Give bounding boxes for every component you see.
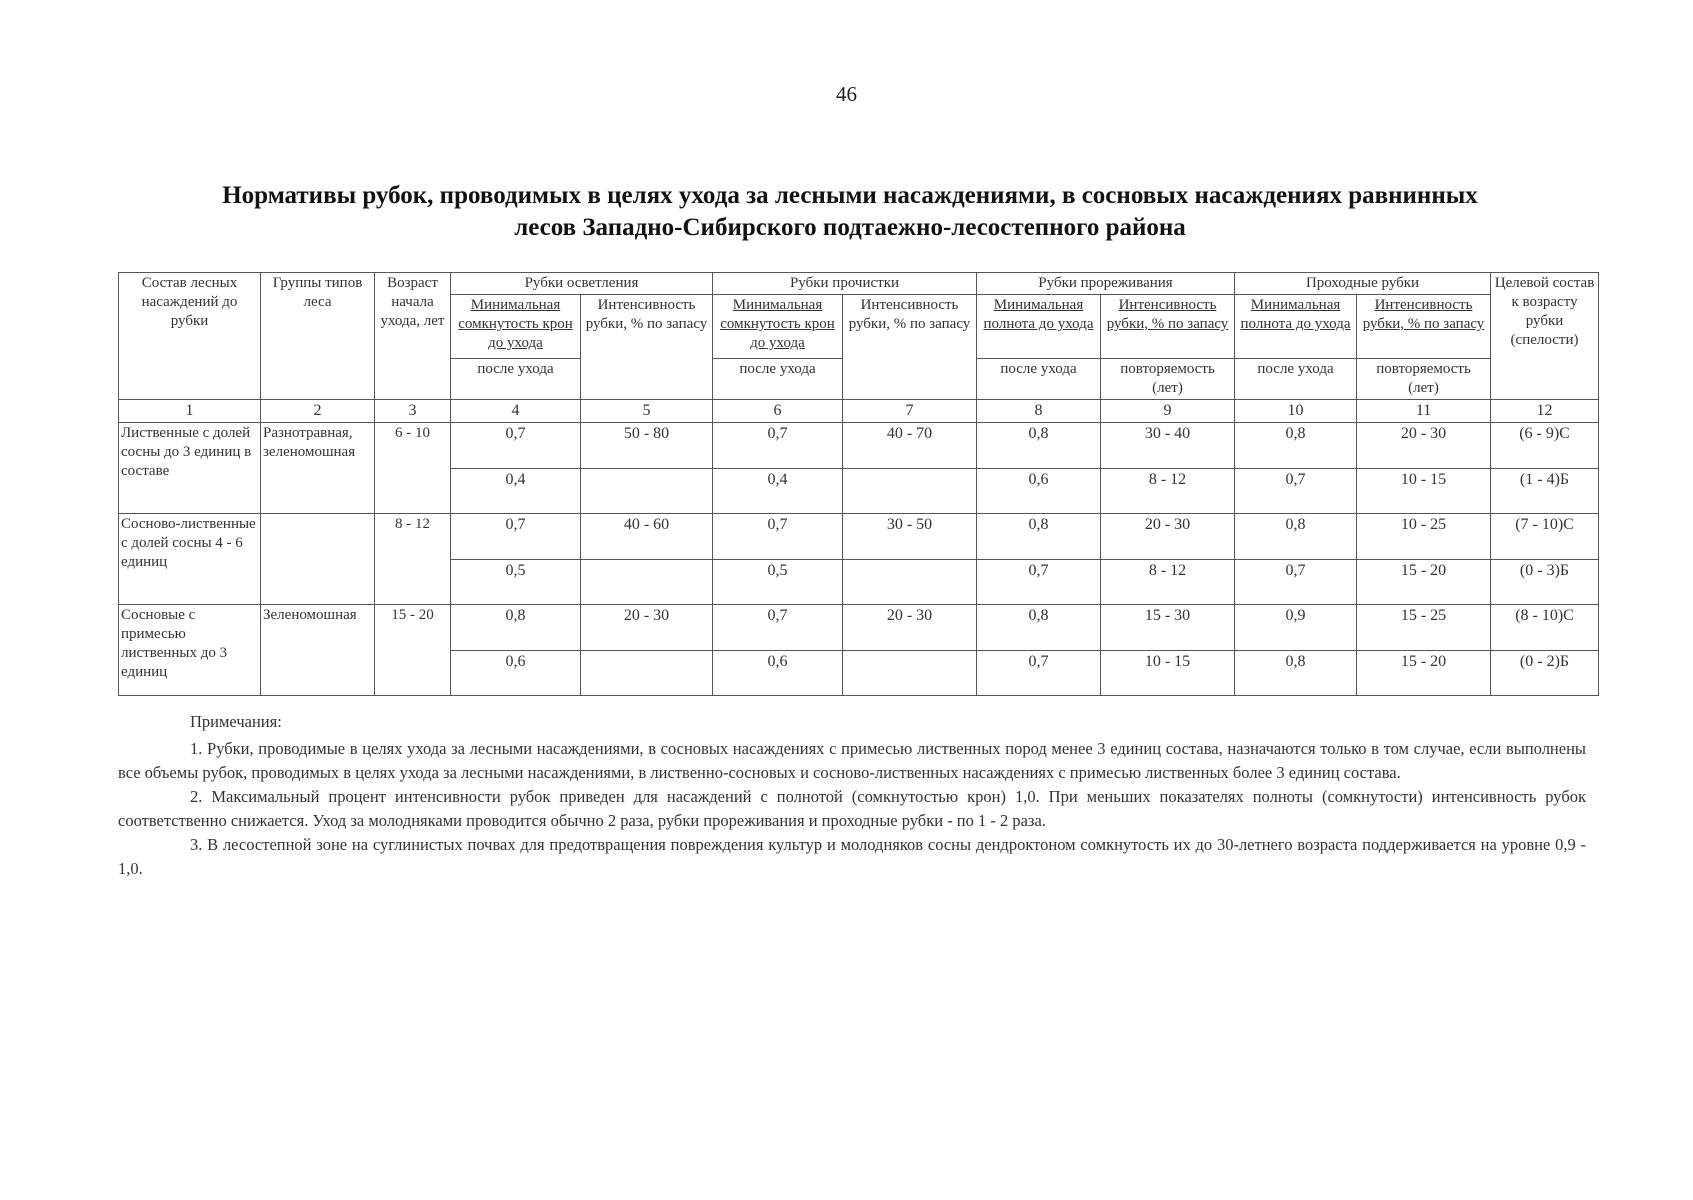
note-item: 1. Рубки, проводимые в целях ухода за лесными насаждениями, в сосновых насаждениях с примесью лиственных пород менее 3 единиц состава, назначаются только в том случае, если выполнены все объемы рубок, проводимых в целях ухода за лесными насаждениями, в лиственно-сосновых и сосново-лиственных насаждениях с примесью лиственных более 3 единиц состава. — [118, 739, 1586, 782]
table-row — [119, 423, 1599, 469]
header-row-1 — [119, 273, 1599, 295]
title-line-2: лесов Западно-Сибирского подтаежно-лесостепного района — [514, 214, 1186, 241]
composition-cell: Сосново-лиственные с долей сосны 4 - 6 единиц — [119, 514, 261, 605]
column-number: 5 — [581, 400, 713, 423]
value-cell: 0,8 — [1235, 514, 1357, 560]
composition-cell: Лиственные с долей сосны до 3 единиц в составе — [119, 423, 261, 514]
value-cell: 0,6 — [977, 468, 1101, 514]
value-cell — [843, 650, 977, 696]
value-cell: 50 - 80 — [581, 423, 713, 469]
header-intensity-thinning: Интенсивность рубки, % по запасу — [1101, 295, 1235, 359]
value-cell: 0,7 — [713, 514, 843, 560]
column-number: 10 — [1235, 400, 1357, 423]
value-cell: 10 - 15 — [1101, 650, 1235, 696]
note-item: 3. В лесостепной зоне на суглинистых почвах для предотвращения повреждения культур и молодняков сосны дендроктоном сомкнутость их до 30-летнего возраста поддерживается на уровне 0,9 - 1,0. — [118, 835, 1586, 878]
header-min-density-passing: Минимальная полнота до ухода — [1235, 295, 1357, 359]
notes-section — [118, 710, 1586, 881]
target-composition-cell: (0 - 2)Б — [1491, 650, 1599, 696]
column-numbers-row — [119, 400, 1599, 423]
value-cell — [581, 559, 713, 605]
value-cell: 0,7 — [713, 423, 843, 469]
value-cell: 0,8 — [977, 423, 1101, 469]
header-after-care-clearing: после ухода — [451, 359, 581, 400]
value-cell: 0,7 — [451, 423, 581, 469]
page-number: 46 — [836, 82, 857, 106]
value-cell: 0,7 — [1235, 559, 1357, 605]
value-cell: 0,4 — [451, 468, 581, 514]
header-group-passing: Проходные рубки — [1235, 273, 1491, 295]
target-composition-cell: (6 - 9)С — [1491, 423, 1599, 469]
table-row — [119, 605, 1599, 651]
value-cell: 0,8 — [977, 605, 1101, 651]
start-age-cell: 8 - 12 — [375, 514, 451, 605]
value-cell: 0,8 — [1235, 650, 1357, 696]
value-cell: 20 - 30 — [1101, 514, 1235, 560]
forest-type-cell: Зеленомошная — [261, 605, 375, 696]
value-cell: 0,7 — [451, 514, 581, 560]
value-cell: 0,7 — [977, 650, 1101, 696]
value-cell: 0,7 — [1235, 468, 1357, 514]
header-group-cleaning: Рубки прочистки — [713, 273, 977, 295]
value-cell: 40 - 70 — [843, 423, 977, 469]
value-cell — [581, 468, 713, 514]
composition-cell: Сосновые с примесью лиственных до 3 единиц — [119, 605, 261, 696]
value-cell: 20 - 30 — [1357, 423, 1491, 469]
value-cell: 0,5 — [451, 559, 581, 605]
header-after-care-thinning: после ухода — [977, 359, 1101, 400]
target-composition-cell: (7 - 10)С — [1491, 514, 1599, 560]
value-cell: 0,8 — [451, 605, 581, 651]
value-cell: 10 - 25 — [1357, 514, 1491, 560]
forest-type-cell — [261, 514, 375, 605]
value-cell: 0,4 — [713, 468, 843, 514]
value-cell — [581, 650, 713, 696]
target-composition-cell: (0 - 3)Б — [1491, 559, 1599, 605]
value-cell: 15 - 20 — [1357, 559, 1491, 605]
value-cell: 30 - 50 — [843, 514, 977, 560]
value-cell: 0,6 — [713, 650, 843, 696]
value-cell: 15 - 30 — [1101, 605, 1235, 651]
value-cell — [843, 468, 977, 514]
start-age-cell: 6 - 10 — [375, 423, 451, 514]
header-forest-types: Группы типов леса — [261, 273, 375, 400]
column-number: 4 — [451, 400, 581, 423]
column-number: 1 — [119, 400, 261, 423]
value-cell: 30 - 40 — [1101, 423, 1235, 469]
target-composition-cell: (8 - 10)С — [1491, 605, 1599, 651]
notes-heading: Примечания: — [190, 712, 282, 731]
title-line-1: Нормативы рубок, проводимых в целях ухода за лесными насаждениями, в сосновых насаждениях равнинных — [222, 182, 1478, 209]
value-cell: 8 - 12 — [1101, 559, 1235, 605]
value-cell: 8 - 12 — [1101, 468, 1235, 514]
table-row — [119, 514, 1599, 560]
column-number: 3 — [375, 400, 451, 423]
column-number: 8 — [977, 400, 1101, 423]
value-cell: 0,5 — [713, 559, 843, 605]
header-recurrence-passing: повторяемость (лет) — [1357, 359, 1491, 400]
value-cell: 0,9 — [1235, 605, 1357, 651]
header-group-thinning: Рубки прореживания — [977, 273, 1235, 295]
value-cell: 0,7 — [977, 559, 1101, 605]
column-number: 6 — [713, 400, 843, 423]
value-cell: 15 - 25 — [1357, 605, 1491, 651]
value-cell: 0,6 — [451, 650, 581, 696]
note-item: 2. Максимальный процент интенсивности рубок приведен для насаждений с полнотой (сомкнутостью крон) 1,0. При меньших показателях полноты (сомкнутости) интенсивность рубок соответственно снижается. Уход за молодняками проводится обычно 2 раза, рубки прореживания и проходные рубки - по 1 - 2 раза. — [118, 787, 1586, 830]
value-cell: 0,7 — [713, 605, 843, 651]
forest-type-cell: Разнотравная, зеленомошная — [261, 423, 375, 514]
header-group-clearing: Рубки осветления — [451, 273, 713, 295]
header-min-density-thinning: Минимальная полнота до ухода — [977, 295, 1101, 359]
header-min-crown-closure-cleaning: Минимальная сомкнутость крон до ухода — [713, 295, 843, 359]
document-title — [120, 180, 1580, 244]
column-number: 2 — [261, 400, 375, 423]
header-intensity-cleaning: Интенсивность рубки, % по запасу — [843, 295, 977, 400]
value-cell: 20 - 30 — [581, 605, 713, 651]
header-intensity-passing: Интенсивность рубки, % по запасу — [1357, 295, 1491, 359]
header-start-age: Возраст начала ухода, лет — [375, 273, 451, 400]
value-cell: 0,8 — [1235, 423, 1357, 469]
target-composition-cell: (1 - 4)Б — [1491, 468, 1599, 514]
value-cell: 0,8 — [977, 514, 1101, 560]
header-composition: Состав лесных насаждений до рубки — [119, 273, 261, 400]
header-after-care-passing: после ухода — [1235, 359, 1357, 400]
header-target: Целевой состав к возрасту рубки (спелости) — [1491, 273, 1599, 400]
column-number: 9 — [1101, 400, 1235, 423]
header-after-care-cleaning: после ухода — [713, 359, 843, 400]
column-number: 12 — [1491, 400, 1599, 423]
header-min-crown-closure-clearing: Минимальная сомкнутость крон до ухода — [451, 295, 581, 359]
value-cell: 10 - 15 — [1357, 468, 1491, 514]
value-cell: 40 - 60 — [581, 514, 713, 560]
column-number: 11 — [1357, 400, 1491, 423]
value-cell: 20 - 30 — [843, 605, 977, 651]
header-intensity-clearing: Интенсивность рубки, % по запасу — [581, 295, 713, 400]
value-cell — [843, 559, 977, 605]
header-recurrence-thinning: повторяемость (лет) — [1101, 359, 1235, 400]
norms-table — [118, 272, 1599, 696]
start-age-cell: 15 - 20 — [375, 605, 451, 696]
value-cell: 15 - 20 — [1357, 650, 1491, 696]
column-number: 7 — [843, 400, 977, 423]
